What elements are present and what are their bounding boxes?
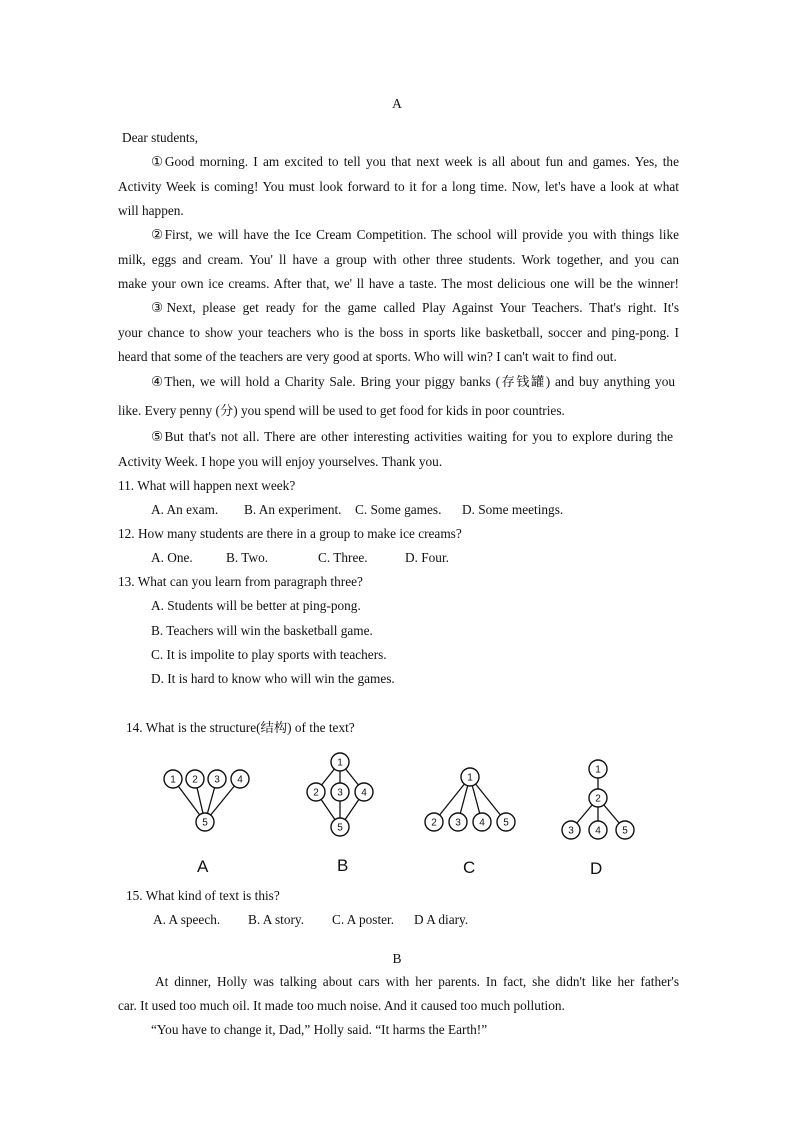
diagram-b-node-2-label: 2 — [313, 787, 319, 799]
diagram-d-node-5-label: 5 — [622, 825, 628, 837]
question-11-option-c[interactable]: C. Some games. — [355, 502, 442, 517]
diagram-c-node-1-label: 1 — [467, 772, 473, 784]
paragraph-3-line-3: heard that some of the teachers are very good at sports. Who will win? I can't wait to find out. — [118, 349, 617, 364]
paragraph-4-line-2: like. Every penny (分) you spend will be used to get food for kids in poor countries. — [118, 403, 565, 418]
diagram-a-node-2-label: 2 — [192, 774, 198, 786]
paragraph-5-line-2: Activity Week. I hope you will enjoy yourselves. Thank you. — [118, 454, 443, 469]
question-12-option-a[interactable]: A. One. — [151, 550, 193, 565]
structure-diagrams — [0, 748, 794, 878]
question-13-option-a[interactable]: A. Students will be better at ping-pong. — [151, 598, 361, 613]
paragraph-3-line-2: your chance to show your teachers who is the boss in sports like basketball, soccer and ping-pong. I — [118, 325, 679, 340]
diagram-d-node-3-label: 3 — [568, 825, 574, 837]
section-b-paragraph-2-line-1: “You have to change it, Dad,” Holly said. “It harms the Earth!” — [151, 1022, 488, 1037]
question-15-options — [153, 913, 468, 926]
question-15-option-b[interactable]: B. A story. — [248, 912, 305, 927]
question-12-option-d[interactable]: D. Four. — [405, 550, 449, 565]
paragraph-5-line-1: ⑤But that's not all. There are other interesting activities waiting for you to explore during the — [151, 429, 673, 444]
paragraph-2-line-1: ②First, we will have the Ice Cream Competition. The school will provide you with things like — [151, 227, 679, 242]
diagram-a-node-5-label: 5 — [202, 817, 208, 829]
diagram-c-node-4-label: 4 — [479, 817, 485, 829]
section-b-paragraph-1-line-1: At dinner, Holly was talking about cars with her parents. In fact, she didn't like her father's — [155, 974, 679, 989]
diagram-b-node-4-label: 4 — [361, 787, 367, 799]
diagram-c-node-3-label: 3 — [455, 817, 461, 829]
question-14-stem: 14. What is the structure(结构) of the text? — [126, 720, 355, 735]
section-b-heading: B — [392, 951, 402, 966]
diagram-b-node-5-label: 5 — [337, 822, 343, 834]
diagram-a-node-1-label: 1 — [170, 774, 176, 786]
question-13-option-d[interactable]: D. It is hard to know who will win the games. — [151, 671, 395, 686]
diagram-c-node-2-label: 2 — [431, 817, 437, 829]
question-12-options — [151, 551, 449, 564]
diagram-label-b[interactable]: B — [337, 856, 349, 875]
question-15-stem: 15. What kind of text is this? — [126, 888, 280, 903]
diagram-a-node-3-label: 3 — [214, 774, 220, 786]
paragraph-1-line-2: Activity Week is coming! You must look forward to it for a long time. Now, let's have a look at what — [118, 179, 679, 194]
question-11-stem: 11. What will happen next week? — [118, 478, 296, 493]
question-13-option-b[interactable]: B. Teachers will win the basketball game. — [151, 623, 373, 638]
question-13-option-c[interactable]: C. It is impolite to play sports with teachers. — [151, 647, 387, 662]
section-b-paragraph-1-line-2: car. It used too much oil. It made too much noise. And it caused too much pollution. — [118, 998, 565, 1013]
diagram-label-c[interactable]: C — [463, 858, 476, 877]
question-11-option-d[interactable]: D. Some meetings. — [462, 502, 564, 517]
diagram-d-node-2-label: 2 — [595, 793, 601, 805]
diagram-a-node-4-label: 4 — [237, 774, 243, 786]
diagram-d-node-1-label: 1 — [595, 764, 601, 776]
paragraph-1-line-3: will happen. — [118, 203, 184, 218]
question-15-option-c[interactable]: C. A poster. — [332, 912, 395, 927]
question-12-option-b[interactable]: B. Two. — [226, 550, 269, 565]
diagram-c-node-5-label: 5 — [503, 817, 509, 829]
diagram-nodes — [164, 753, 634, 839]
question-12-option-c[interactable]: C. Three. — [318, 550, 368, 565]
question-13-stem: 13. What can you learn from paragraph three? — [118, 574, 363, 589]
paragraph-3-line-1: ③Next, please get ready for the game called Play Against Your Teachers. That's right. It's — [151, 300, 679, 315]
section-a-heading: A — [392, 96, 402, 111]
diagram-b-node-1-label: 1 — [337, 757, 343, 769]
diagram-d-node-4-label: 4 — [595, 825, 601, 837]
diagram-b-node-3-label: 3 — [337, 787, 343, 799]
diagram-label-a[interactable]: A — [197, 857, 209, 876]
paragraph-1-line-1: ①Good morning. I am excited to tell you that next week is all about fun and games. Yes, the — [151, 154, 679, 169]
paragraph-2-line-3: make your own ice creams. After that, we' ll have a taste. The most delicious one will be the winner! — [118, 276, 679, 291]
diagram-label-d[interactable]: D — [590, 859, 603, 878]
question-12-stem: 12. How many students are there in a group to make ice creams? — [118, 526, 462, 541]
question-11-option-a[interactable]: A. An exam. — [151, 502, 219, 517]
question-11-option-b[interactable]: B. An experiment. — [244, 502, 342, 517]
question-15-option-d[interactable]: D A diary. — [414, 912, 469, 927]
question-15-option-a[interactable]: A. A speech. — [153, 912, 221, 927]
question-11-options — [151, 503, 563, 516]
paragraph-2-line-2: milk, eggs and cream. You' ll have a group with other three students. Work together, and you can — [118, 252, 679, 267]
paragraph-4-line-1: ④Then, we will hold a Charity Sale. Bring your piggy banks (存钱罐) and buy anything you — [151, 374, 675, 389]
letter-greeting: Dear students, — [122, 130, 199, 145]
